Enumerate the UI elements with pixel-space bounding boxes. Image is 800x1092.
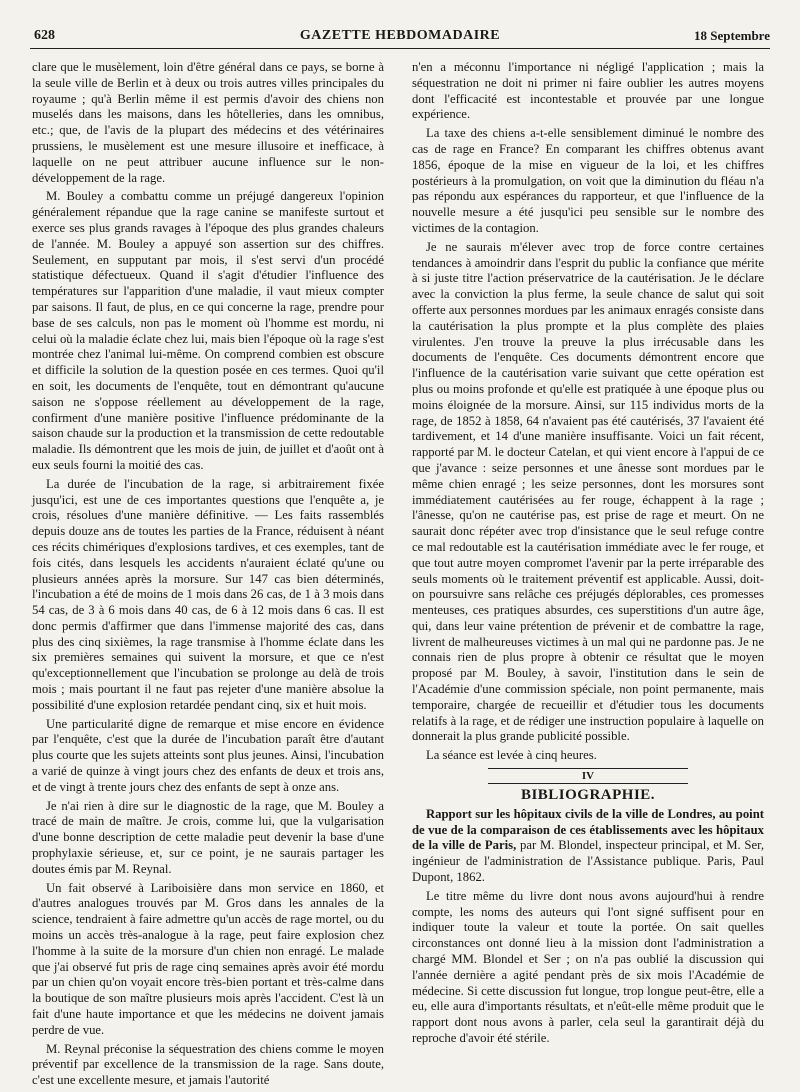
section-title: BIBLIOGRAPHIE. (520, 787, 656, 804)
paragraph: La durée de l'incubation de la rage, si arbitrairement fixée jusqu'ici, est une de ces importantes questions que l'enquête a, je crois, résolues d'une manière définitive. — Les faits rassemblés depuis douze ans de toutes les parties de la France, réduisent à néant ces récits chimériques d'explosions tardives, et ces exemples, tant de fois cités, dans lesquels les accidents n'auraient éclaté qu'une ou plusieurs années après la morsure. Sur 147 cas bien déterminés, l'incubation a été de moins de 1 mois dans 26 cas, de 1 à 3 mois dans 54 cas, de 3 à 6 mois dans 40 cas, de 6 à 12 mois dans 6 cas. Il est donc permis d'affirmer que dans l'immense majorité des cas, dans plus des cinq sixièmes, la rage transmise à l'homme éclate dans les six premières semaines qui suivent la morsure, et que ce n'est qu'exceptionnellement que l'incubation se prolonge au delà de trois mois ; mais pourtant il ne faut pas rejeter d'une manière absolue la possibilité d'une explosion retardée pendant cinq, six et huit mois. (32, 476, 384, 712)
page-number: 628 (34, 28, 55, 43)
paragraph: Un fait observé à Lariboisière dans mon service en 1860, et d'autres analogues trouvés par M. Gros dans les annales de la science, tendraient à faire admettre qu'un accès de rage mortel, ou du moins un accès très-analogue à la rage, peut faire explosion chez l'homme à la suite de la morsure d'un chien non enragé. Le malade que j'ai observé fut pris de rage cinq semaines après avoir été mordu par un chien qu'on voyait encore très-bien portant et très-calme dans la boutique de son maître plusieurs mois après l'accident. C'est là un fait d'une haute importance et que les médecins ne doivent jamais perdre de vue. (32, 880, 384, 1037)
page-header (30, 26, 770, 49)
right-column (412, 60, 764, 1050)
journal-title: GAZETTE HEBDOMADAIRE (299, 28, 501, 43)
paragraph: clare que le musèlement, loin d'être général dans ce pays, se borne à la seule ville de Berlin et à deux ou trois autres villes principales du royaume ; qu'à Berlin même il est permis d'avoir des chiens non muselés dans les maisons, dans les hôtelleries, dans les omnibus, etc.; que, de l'avis de la plupart des médecins et des vétérinaires prussiens, le musèlement est une mesure illusoire et inefficace, à laquelle on ne peut attribuer aucune influence sur le non-développement de la rage. (32, 60, 384, 185)
bibliography-details: par M. Blondel, inspecteur principal, et M. Ser, ingénieur de l'administration de l'Assistance publique. Paris, Paul Dupont, 1862. (412, 838, 765, 885)
paragraph: M. Reynal préconise la séquestration des chiens comme le moyen préventif par excellence de la transmission de la rage. Sans doute, c'est une excellente mesure, et jamais l'autorité (32, 1041, 384, 1088)
paragraph: Le titre même du livre dont nous avons aujourd'hui à rendre compte, les noms des auteurs qui l'ont signé suffisent pour en indiquer toute la valeur et toute la portée. On sait quelles circonstances ont donné lieu à la mission dont l'administration a chargé MM. Blondel et Ser ; on n'a pas oublié la discussion qui l'année dernière a agité pendant près de six mois l'Académie de médecine. Si cette discussion fut longue, trop longue peut-être, elle a eu, elle aura d'importants résultats, et n'eût-elle même produit que le rapport dont nous avons à parler, cela seul la garantirait déjà du reproche d'avoir été stérile. (412, 888, 764, 1046)
paragraph: M. Bouley a combattu comme un préjugé dangereux l'opinion généralement répandue que la rage canine se manifeste surtout et exerce ses plus grands ravages à l'époque des plus grandes chaleurs de l'année. M. Bouley a appuyé son assertion sur des chiffres. Seulement, en supputant par mois, il s'est servi d'un procédé statistique défectueux. Quand il s'agit d'étudier l'influence des températures sur l'apparition d'une maladie, il vaut mieux compter par saisons. Il faut, de plus, en ce qui concerne la rage, prendre pour base de ses calculs, non pas le moment où l'homme est mordu, ni celui où la maladie éclate chez lui, mais bien l'époque où la rage s'est montrée chez l'animal lui-même. On comprend combien est obscure et difficile la solution de la question posée en ces termes. Quoi qu'il en soit, les documents de l'enquête, tout en démontrant qu'aucune saison ne s'oppose réellement au développement de la rage, confirment d'une manière positive l'influence prédominante de la saison chaude sur la production et la transmission de cette redoutable maladie. Ils démontrent que les mois de juin, de juillet et d'août ont à eux seuls fourni la moitié des cas. (32, 189, 384, 472)
paragraph: La taxe des chiens a-t-elle sensiblement diminué le nombre des cas de rage en France? En comparant les chiffres obtenus avant 1856, époque de la mise en vigueur de la loi, et les chiffres postérieurs à la promulgation, on voit que la diminution du fléau n'a pas répondu aux espérances du rapporteur, et que l'influence de la nouvelle mesure a été jusqu'ici peu sensible sur le nombre des victimes de la contagion. (412, 126, 764, 235)
bibliography-entry (412, 807, 764, 886)
section-number: IV (488, 768, 688, 784)
paragraph: n'en a méconnu l'importance ni négligé l'application ; mais la séquestration ne doit ni primer ni faire oublier les autres moyens dont l'efficacité est incontestable et prouvée par une longue expérience. (412, 60, 764, 122)
paragraph: Une particularité digne de remarque et mise encore en évidence par l'enquête, c'est que la durée de l'incubation paraît être d'autant plus courte que les sujets atteints sont plus jeunes. Ainsi, l'incubation a varié de quinze à vingt jours chez des enfants de deux et trois ans, et de vingt à trente jours chez des enfants de sept à onze ans. (32, 716, 384, 794)
bibliography-title: Rapport sur les hôpitaux civils de la ville de Londres, au point de vue de la comparaison de ces établissements avec les hôpitaux de la ville de Paris, (412, 806, 764, 853)
paragraph: Je n'ai rien à dire sur le diagnostic de la rage, que M. Bouley a tracé de main de maître. Je crois, comme lui, que la vulgarisation d'une bonne description de cette maladie peut devenir la base d'une prophylaxie sérieuse, et, sur ce point, je ne saurais partager les doutes émis par M. Reynal. (32, 798, 384, 876)
paragraph: Je ne saurais m'élever avec trop de force contre certaines tendances à amoindrir dans l'esprit du public la confiance que mérite à si juste titre l'action préservatrice de la cautérisation. Je le déclare avec la conviction la plus ferme, la seule chance de salut qui soit offerte aux personnes mordues par les animaux enragés consiste dans la cautérisation la plus prompte et la plus complète des plaies virulentes. J'en trouve la preuve la plus irrécusable dans les documents de l'enquête. Ces documents démontrent encore que l'influence de la cautérisation varie suivant que cette opération est plus ou moins profonde et qu'elle est pratiquée à une époque plus ou moins éloignée de la morsure. Ainsi, sur 115 individus morts de la rage, de 1852 à 1858, 64 n'avaient pas été cautérisés, 37 l'avaient été tardivement, et 14 d'une manière insuffisante. Voici un fait récent, rapporté par M. le docteur Catelan, et qui vient encore à l'appui de ce que j'avance : seize personnes et une ânesse sont mordues par le même chien enragé ; les seize personnes, dont les morsures sont immédiatement cautérisées au fer rouge, échappent à la rage ; l'ânesse, qu'on ne cautérise pas, est prise de rage et meurt. On ne saurait donc répéter avec trop d'insistance que le seul refuge contre ce mal redoutable est la cautérisation immédiate avec le fer rouge, et que tout autre moyen compromet l'avenir par la perte irréparable des seuls moments où le traitement préventif est applicable. Aussi, doit-on poursuivre sans relâche ces préjugés déplorables, ces promesses menteuses, ces pratiques absurdes, ces superstitions d'un autre âge, qui, dans leur vaine prétention de prévenir et de combattre la rage, livrent de malheureuses victimes à un mal qui ne pardonne pas. Je ne connais rien de plus propre à obtenir ce résultat que le moyen proposé par M. Bouley, à savoir, l'institution dans le sein de l'Académie d'une commission spéciale, non point permanente, mais temporaire, chargée de recueillir et d'étudier tous les documents relatifs à la rage, et de rédiger une instruction populaire à laquelle on donnerait la plus grande publicité possible. (412, 239, 764, 744)
session-closing: La séance est levée à cinq heures. (426, 748, 597, 763)
issue-date: 18 Septembre (694, 28, 770, 43)
left-column (32, 60, 384, 1092)
